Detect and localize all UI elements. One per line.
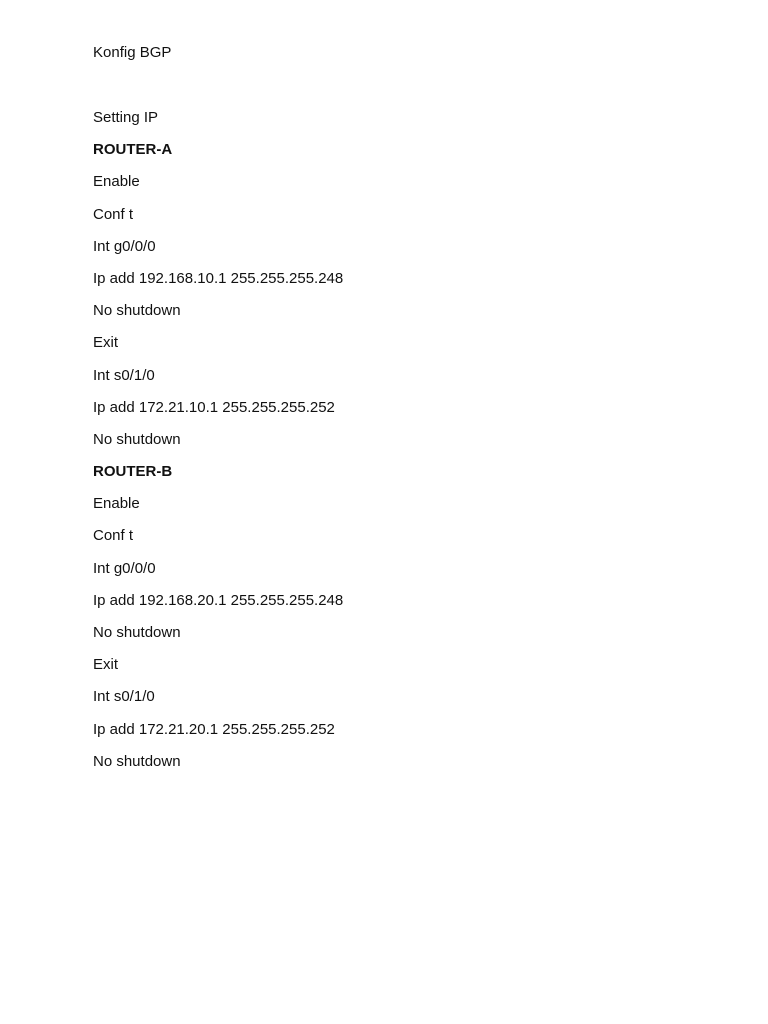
config-line: No shutdown xyxy=(93,430,181,448)
document-body xyxy=(93,42,693,783)
config-line: Enable xyxy=(93,173,140,191)
config-line: No shutdown xyxy=(93,752,181,770)
config-lines xyxy=(93,107,693,773)
config-line: Exit xyxy=(93,656,119,674)
config-line: Ip add 172.21.10.1 255.255.255.252 xyxy=(93,398,335,416)
config-line: Conf t xyxy=(93,527,134,545)
config-line: Ip add 192.168.10.1 255.255.255.248 xyxy=(93,269,344,287)
section-heading: ROUTER-A xyxy=(93,141,173,159)
config-line: Exit xyxy=(93,334,119,352)
config-line: Int s0/1/0 xyxy=(93,366,155,384)
config-line: Int g0/0/0 xyxy=(93,559,156,577)
config-line: Conf t xyxy=(93,205,134,223)
section-heading: ROUTER-B xyxy=(93,463,173,481)
config-line: Int g0/0/0 xyxy=(93,237,156,255)
blank-line xyxy=(93,64,693,107)
config-line: No shutdown xyxy=(93,302,181,320)
config-line: No shutdown xyxy=(93,624,181,641)
config-line: Ip add 192.168.20.1 255.255.255.248 xyxy=(93,591,344,609)
config-line: Int s0/1/0 xyxy=(93,688,155,706)
config-line: Enable xyxy=(93,495,140,513)
config-line: Setting IP xyxy=(93,109,159,126)
config-line: Ip add 172.21.20.1 255.255.255.252 xyxy=(93,720,335,738)
document-title: Konfig BGP xyxy=(93,44,172,61)
